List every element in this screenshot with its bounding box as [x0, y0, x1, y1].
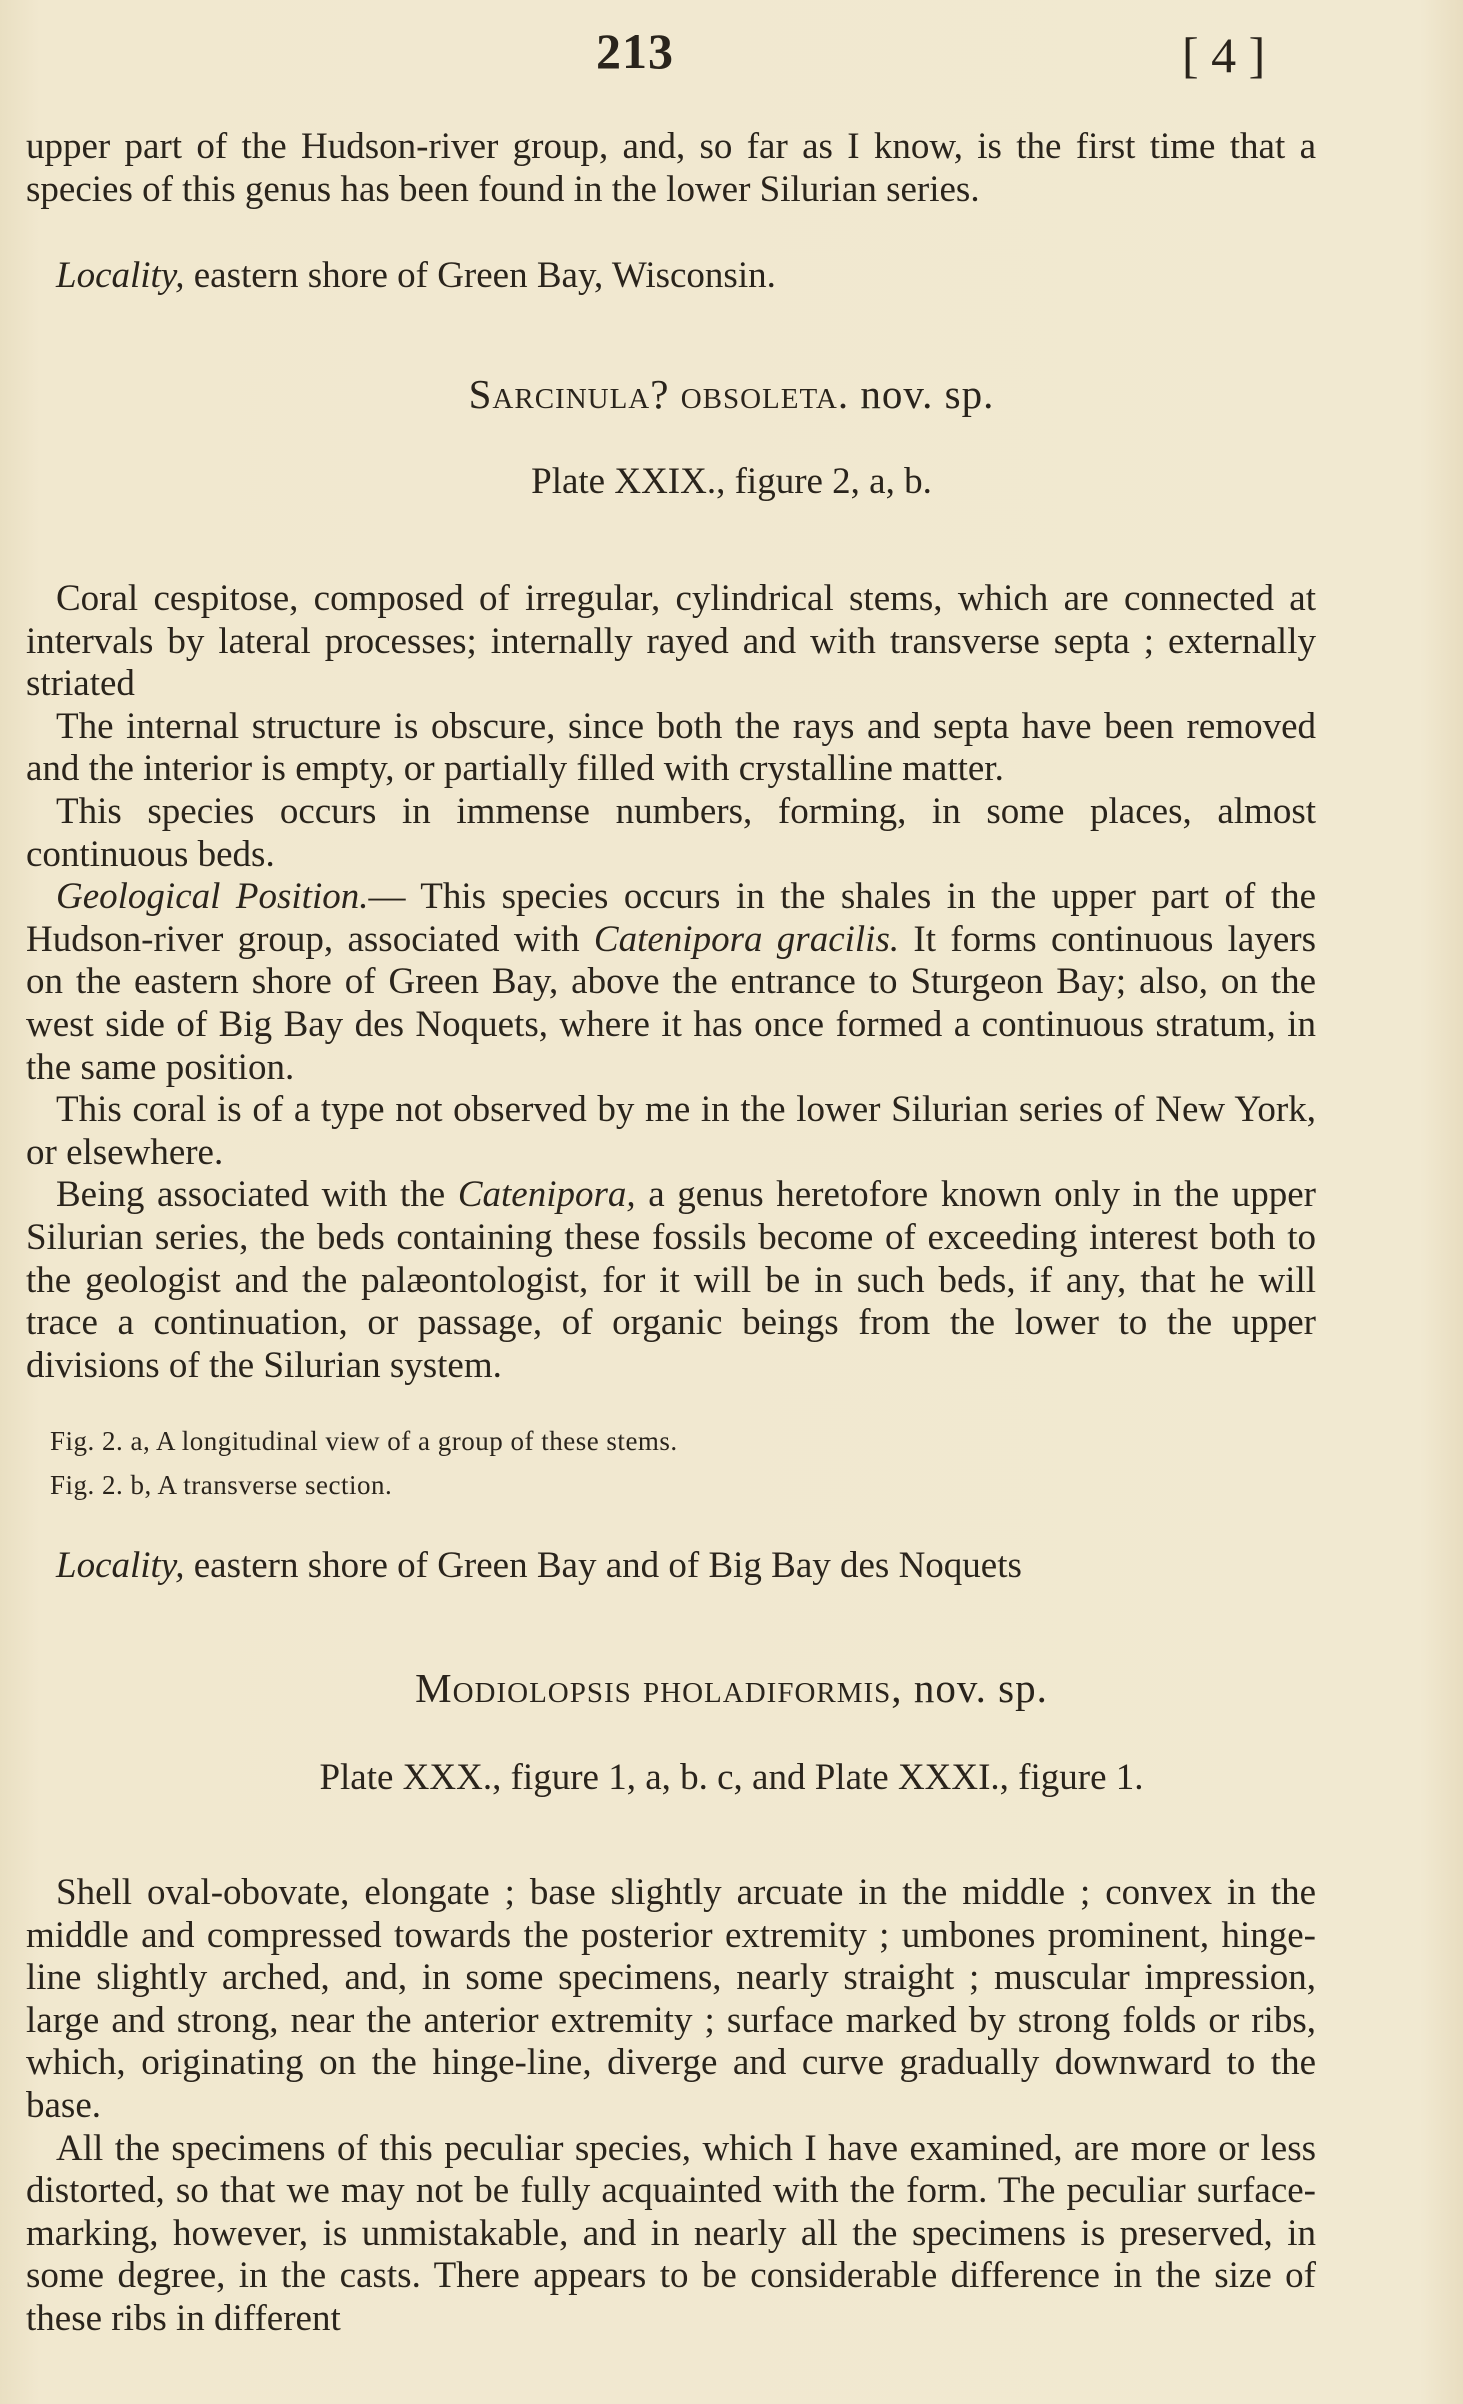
- nov-sp: nov. sp.: [902, 1665, 1048, 1711]
- paragraph: Geological Position.— This species occurs in the shales in the upper part of the Hudson-river group, associated with Catenipora gracilis. It forms continuous layers on the eastern shore of Green Bay, above the entrance to Sturgeon Bay; also, on the west side of Big Bay des Noquets, where it has once formed a continuous stratum, in the same position.: [26, 876, 1316, 1088]
- species-title-sarcinula: [0, 370, 1463, 418]
- sarcinula-description: [26, 578, 1316, 1387]
- species-name: obsoleta.: [669, 371, 850, 417]
- paragraph: All the specimens of this peculiar species, which I have examined, are more or less distorted, so that we may not be fully acquainted with the form. The peculiar surface-marking, however, is unmistakable, and in nearly all the specimens is preserved, in some degree, in the casts. There appears to be considerable difference in the size of these ribs in different: [26, 2127, 1316, 2339]
- locality-text: eastern shore of Green Bay and of Big Bay des Noquets: [184, 1545, 1022, 1586]
- page-number: 213: [596, 23, 674, 79]
- paragraph: upper part of the Hudson-river group, and, so far as I know, is the first time that a species of this genus has been found in the lower Silurian series.: [26, 126, 1316, 210]
- paragraph: This coral is of a type not observed by me in the lower Silurian series of New York, or elsewhere.: [26, 1089, 1316, 1173]
- locality-1: [26, 255, 1316, 298]
- genus-name: Modiolopsis: [415, 1665, 632, 1711]
- locality-text: eastern shore of Green Bay, Wisconsin.: [184, 255, 776, 296]
- paragraph: Shell oval-obovate, elongate ; base slightly arcuate in the middle ; convex in the middle and compressed towards the posterior extremity ; umbones prominent, hinge-line slightly arched, and, in some specimens, nearly straight ; muscular impression, large and strong, near the anterior extremity ; surface marked by strong folds or ribs, which, originating on the hinge-line, diverge and curve gradually downward to the base.: [26, 1872, 1316, 2126]
- modiolopsis-description: [26, 1872, 1316, 2341]
- geological-position-label: Geological Position.: [56, 876, 369, 918]
- paragraph: Being associated with the Catenipora, a genus heretofore known only in the upper Silurian series, the beds containing these fossils become of exceeding interest both to the geologist and the palæontologist, for it will be in such beds, if any, that he will trace a continuation, or passage, of organic beings from the lower to the upper divisions of the Silurian system.: [26, 1174, 1316, 1386]
- paragraph: This species occurs in immense numbers, forming, in some places, almost continuous beds.: [26, 790, 1316, 875]
- plate-reference-2: Plate XXX., figure 1, a, b. c, and Plate XXXI., figure 1.: [319, 1757, 1144, 1798]
- nov-sp: nov. sp.: [849, 371, 995, 417]
- plate-reference-1: Plate XXIX., figure 2, a, b.: [531, 461, 932, 502]
- locality-label: Locality,: [56, 1545, 185, 1586]
- figure-caption-a: Fig. 2. a, A longitudinal view of a group of these stems.: [50, 1426, 678, 1456]
- signature-mark: [ 4 ]: [1182, 27, 1266, 83]
- locality-2: [26, 1545, 1316, 1588]
- figure-caption-b: Fig. 2. b, A transverse section.: [50, 1470, 393, 1500]
- page-header: [0, 22, 1463, 102]
- species-title-modiolopsis: [0, 1664, 1463, 1712]
- locality-label: Locality,: [56, 255, 185, 296]
- intro-text: [26, 126, 1316, 211]
- genus-name: Sarcinula?: [468, 371, 670, 417]
- species-name: pholadiformis,: [631, 1665, 903, 1711]
- paragraph: The internal structure is obscure, since both the rays and septa have been removed and the interior is empty, or partially filled with crystalline matter.: [26, 705, 1316, 790]
- paragraph: Coral cespitose, composed of irregular, cylindrical stems, which are connected at intervals by lateral processes; internally rayed and with transverse septa ; externally striated: [26, 578, 1316, 705]
